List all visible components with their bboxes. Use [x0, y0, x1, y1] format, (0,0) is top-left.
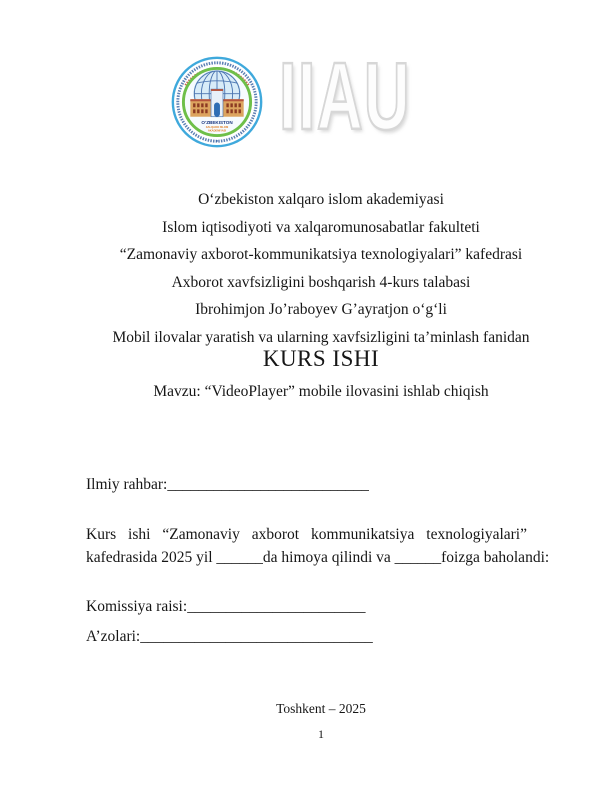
supervisor-label: Ilmiy rahbar:	[86, 476, 168, 493]
defense-paragraph-line2: kafedrasida 2025 yil ______da himoya qilindi va ______foizga baholandi:	[86, 549, 550, 566]
page-number: 1	[318, 727, 324, 741]
iiau-acronym-logo: IIAU	[279, 43, 411, 150]
commission-chair-line	[86, 598, 365, 616]
defense-paragraph	[86, 523, 550, 569]
department-line: “Zamonaviy axborot-kommunikatsiya texnologiyalari” kafedrasi	[119, 246, 523, 263]
members-blank: ______________________________	[140, 628, 373, 645]
logo-row	[171, 43, 479, 150]
emblem-name-line1: O‘ZBEKISTON	[201, 119, 233, 125]
emblem-name-line3: AKADEMIYASI	[207, 129, 227, 133]
city-year-line: Toshkent – 2025	[276, 701, 366, 716]
commission-chair-blank: _______________________	[187, 598, 366, 615]
document-title: KURS ISHI	[262, 346, 380, 371]
subject-line: Mobil ilovalar yaratish va ularning xavfsizligini ta’minlash fanidan	[112, 328, 530, 346]
topic-line: Mavzu: “VideoPlayer” mobile ilovasini ishlab chiqish	[153, 383, 489, 400]
emblem-name-line2: XALQARO ISLOM	[205, 125, 229, 129]
faculty-line: Islom iqtisodiyoti va xalqaromunosabatlar fakulteti	[162, 218, 480, 236]
academy-emblem-icon	[171, 56, 263, 148]
members-line	[86, 628, 373, 646]
academy-name-line: O‘zbekiston xalqaro islom akademiyasi	[198, 191, 444, 208]
student-name-line: Ibrohimjon Jo’raboyev G’ayratjon o‘g‘li	[195, 301, 447, 318]
supervisor-blank: __________________________	[167, 476, 369, 493]
commission-chair-label: Komissiya raisi:	[86, 598, 188, 615]
members-label: A’zolari:	[86, 628, 141, 645]
course-line: Axborot xavfsizligini boshqarish 4-kurs talabasi	[171, 273, 471, 291]
defense-paragraph-line1: Kurs ishi “Zamonaviy axborot kommunikatsiya texnologiyalari”	[86, 526, 527, 543]
header-lines	[86, 186, 556, 351]
supervisor-line	[86, 476, 369, 494]
